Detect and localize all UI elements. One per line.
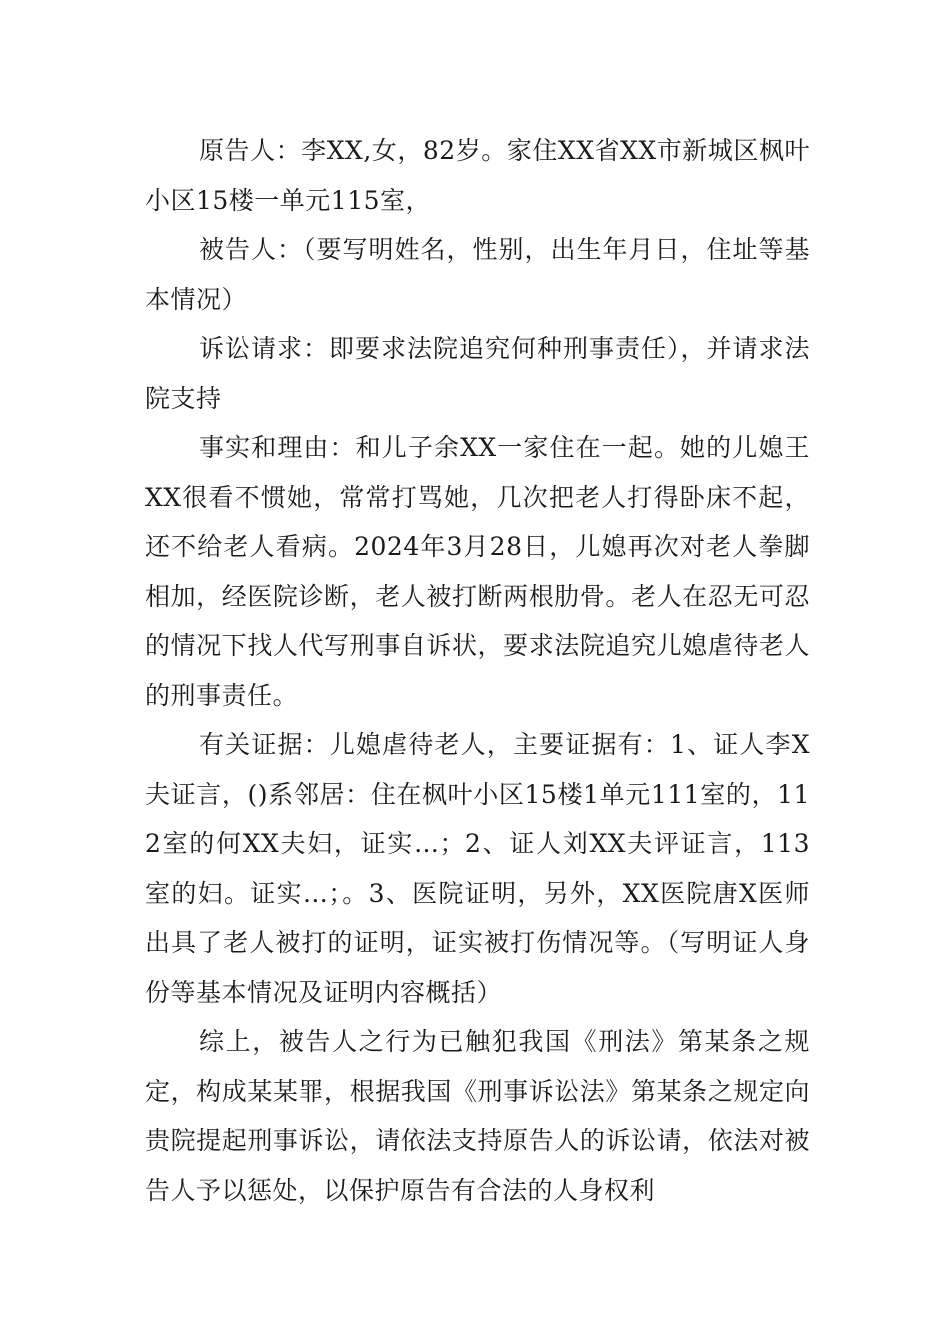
plaintiff-paragraph: 原告人：李XX,女，82岁。家住XX省XX市新城区枫叶小区15楼一单元115室， [145, 136, 810, 215]
defendant-paragraph: 被告人：（要写明姓名，性别，出生年月日，住址等基本情况） [145, 235, 810, 314]
evidence-paragraph: 有关证据：儿媳虐待老人，主要证据有：1、证人李X夫证言，()系邻居：住在枫叶小区15楼1单元111室的，112室的何XX夫妇，证实…；2、证人刘XX夫评证言，113室的妇。证实…；。3、医院证明，另外，XX医院唐X医师出具了老人被打的证明，证实被打伤情况等。（写明证人身份等基本情况及证明内容概括） [145, 730, 810, 1007]
claims-paragraph: 诉讼请求：即要求法院追究何种刑事责任），并请求法院支持 [145, 334, 810, 413]
conclusion-paragraph: 综上，被告人之行为已触犯我国《刑法》第某条之规定，构成某某罪，根据我国《刑事诉讼法》第某条之规定向贵院提起刑事诉讼，请依法支持原告人的诉讼请，依法对被告人予以惩处，以保护原告有合法的人身权利 [145, 1027, 810, 1205]
document-body [145, 126, 810, 1215]
facts-paragraph: 事实和理由：和儿子余XX一家住在一起。她的儿媳王XX很看不惯她，常常打骂她，几次把老人打得卧床不起，还不给老人看病。2024年3月28日，儿媳再次对老人拳脚相加，经医院诊断，老人被打断两根肋骨。老人在忍无可忍的情况下找人代写刑事自诉状，要求法院追究儿媳虐待老人的刑事责任。 [145, 433, 810, 710]
